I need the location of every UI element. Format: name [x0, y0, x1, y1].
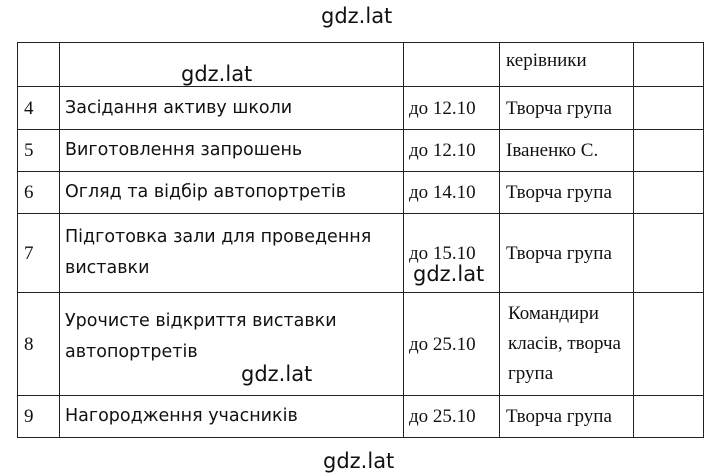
cell-deadline — [404, 43, 500, 87]
cell-responsible: Іваненко С. — [500, 130, 634, 172]
table-row — [18, 172, 704, 214]
cell-num: 9 — [18, 396, 60, 438]
cell-extra — [634, 293, 704, 396]
table-row — [18, 130, 704, 172]
table-row — [18, 214, 704, 293]
table-row-header — [18, 43, 704, 87]
cell-responsible: Командири класів, творча група — [500, 293, 634, 396]
cell-deadline: до 25.10 — [404, 293, 500, 396]
cell-responsible: Творча група — [500, 87, 634, 130]
watermark-bottom: gdz.lat — [323, 449, 395, 473]
table-row — [18, 293, 704, 396]
events-table — [17, 42, 704, 438]
cell-num: 6 — [18, 172, 60, 214]
cell-deadline: до 12.10 — [404, 130, 500, 172]
cell-extra — [634, 214, 704, 293]
cell-deadline: до 12.10 — [404, 87, 500, 130]
cell-responsible: Творча група — [500, 214, 634, 293]
cell-num — [18, 43, 60, 87]
cell-event: Засідання активу школи — [60, 87, 404, 130]
table-row — [18, 87, 704, 130]
watermark-row7: gdz.lat — [413, 262, 485, 286]
cell-num: 8 — [18, 293, 60, 396]
cell-responsible: керівники — [500, 43, 634, 87]
cell-extra — [634, 396, 704, 438]
cell-num: 7 — [18, 214, 60, 293]
cell-num: 4 — [18, 87, 60, 130]
cell-extra — [634, 172, 704, 214]
cell-event: Огляд та відбір автопортретів — [60, 172, 404, 214]
cell-event: Виготовлення запрошень — [60, 130, 404, 172]
table-row — [18, 396, 704, 438]
watermark-row8: gdz.lat — [241, 362, 313, 386]
cell-extra — [634, 130, 704, 172]
cell-extra — [634, 43, 704, 87]
cell-event: Нагородження учасників — [60, 396, 404, 438]
cell-extra — [634, 87, 704, 130]
cell-num: 5 — [18, 130, 60, 172]
cell-deadline: до 15.10 — [404, 214, 500, 293]
cell-event: Урочисте відкриття виставки автопортретів — [60, 293, 404, 396]
cell-event: Підготовка зали для проведення виставки — [60, 214, 404, 293]
cell-responsible: Творча група — [500, 172, 634, 214]
cell-deadline: до 25.10 — [404, 396, 500, 438]
cell-responsible: Творча група — [500, 396, 634, 438]
watermark-header: gdz.lat — [181, 62, 253, 86]
cell-deadline: до 14.10 — [404, 172, 500, 214]
watermark-top: gdz.lat — [321, 4, 393, 28]
